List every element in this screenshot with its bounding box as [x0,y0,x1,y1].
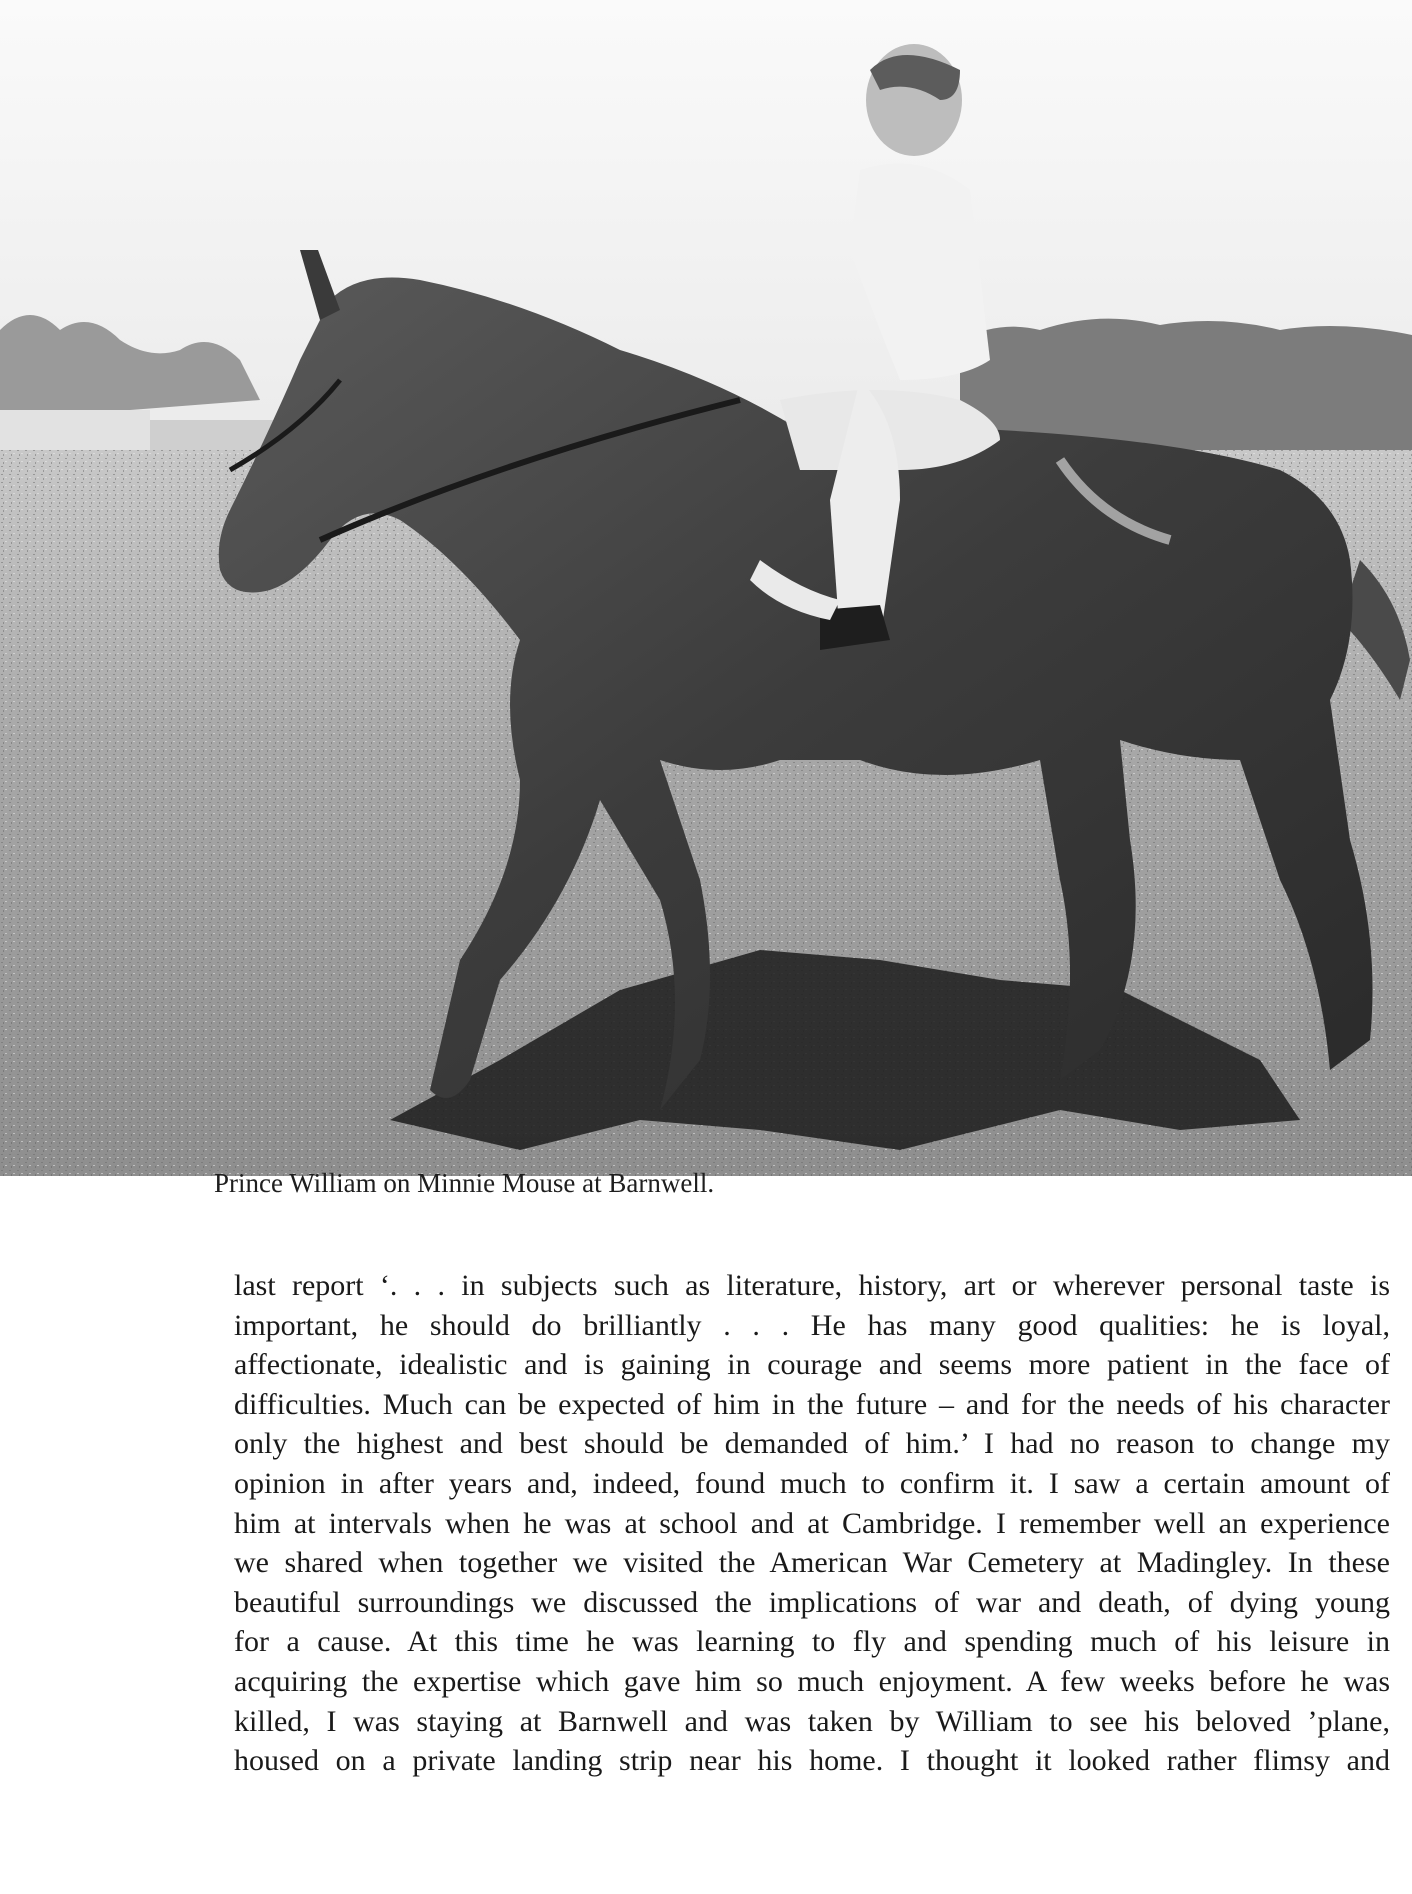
text-line: difficulties. Much can be expected of him in the future – and for the needs of his character [234,1387,1390,1421]
text-line: for a cause. At this time he was learning to fly and spending much of his leisure in [234,1625,1390,1659]
text-line: we shared when together we visited the American War Cemetery at Madingley. In these [234,1546,1390,1580]
text-line: beautiful surroundings we discussed the implications of war and death, of dying young [234,1585,1390,1619]
photo-caption: Prince William on Minnie Mouse at Barnwell. [214,1168,715,1198]
text-line: only the highest and best should be demanded of him.’ I had no reason to change my [234,1427,1390,1461]
text-line: affectionate, idealistic and is gaining in courage and seems more patient in the face of [234,1348,1390,1382]
text-line: him at intervals when he was at school and at Cambridge. I remember well an experience [234,1506,1390,1540]
text-line: important, he should do brilliantly . . . He has many good qualities: he is loyal, [234,1308,1390,1342]
text-line: opinion in after years and, indeed, found much to confirm it. I saw a certain amount of [234,1466,1390,1500]
text-line: acquiring the expertise which gave him so much enjoyment. A few weeks before he was [234,1664,1390,1698]
body-paragraph [234,1266,1390,1781]
text-line: last report ‘. . . in subjects such as literature, history, art or wherever personal taste is [234,1269,1390,1302]
text-line: killed, I was staying at Barnwell and was taken by William to see his beloved ’plane, [234,1704,1390,1738]
text-line: housed on a private landing strip near his home. I thought it looked rather flimsy and [234,1744,1390,1778]
